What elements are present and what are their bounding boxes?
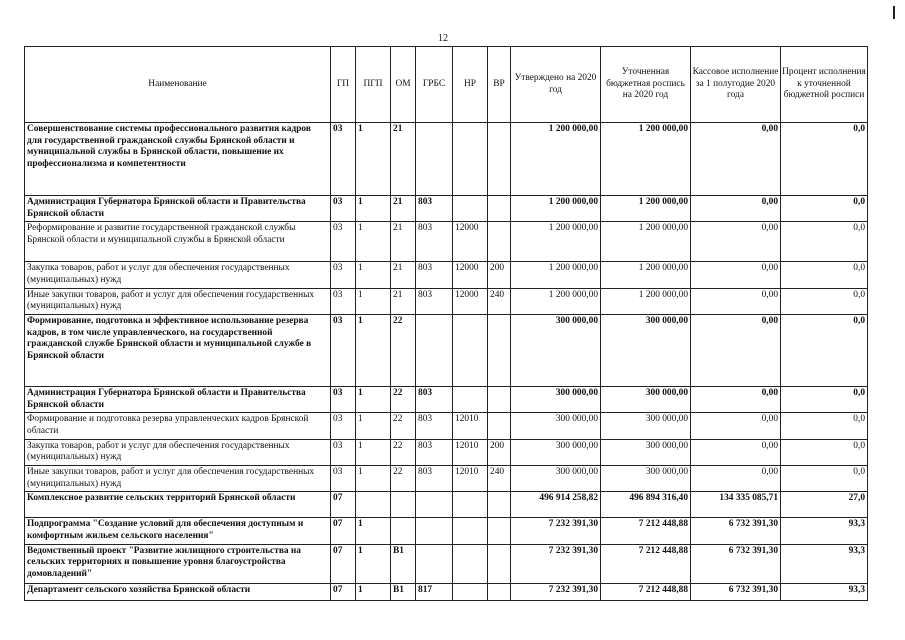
cell-name: Администрация Губернатора Брянской области и Правительства Брянской области [25,386,331,412]
cell-om [391,518,416,544]
cell-refined: 7 212 448,88 [601,518,691,544]
cell-cash: 0,00 [691,288,781,314]
cell-vr: 200 [488,262,511,288]
cell-pgp: 1 [356,544,391,583]
cell-vr: 240 [488,465,511,491]
cell-name: Закупка товаров, работ и услуг для обеспечения государственных (муниципальных) нужд [25,439,331,465]
cell-cash: 0,00 [691,314,781,386]
cell-pgp [356,492,391,518]
cell-refined: 1 200 000,00 [601,262,691,288]
cell-percent: 0,0 [781,123,868,196]
cell-grbs: 817 [416,583,453,600]
cell-cash: 0,00 [691,262,781,288]
cell-cash: 6 732 391,30 [691,518,781,544]
cell-np [453,123,488,196]
cell-percent: 0,0 [781,222,868,262]
cell-grbs: 803 [416,222,453,262]
cell-name: Комплексное развитие сельских территорий Брянской области [25,492,331,518]
table-row [25,314,868,386]
cell-grbs [416,518,453,544]
cell-vr [488,386,511,412]
cell-np [453,196,488,222]
cell-cash: 0,00 [691,465,781,491]
cell-gp: 07 [331,583,356,600]
cell-approved: 7 232 391,30 [511,544,601,583]
cell-gp: 03 [331,288,356,314]
table-row [25,544,868,583]
cell-pgp: 1 [356,583,391,600]
cell-approved: 300 000,00 [511,413,601,439]
cell-refined: 300 000,00 [601,413,691,439]
cell-grbs [416,492,453,518]
cell-gp: 03 [331,413,356,439]
cell-pgp: 1 [356,386,391,412]
scan-edge-mark [893,6,895,19]
header-np: НР [453,47,488,123]
header-pgp: ПГП [356,47,391,123]
table-row [25,413,868,439]
cell-gp: 03 [331,314,356,386]
header-percent: Процент исполнения к уточненной бюджетной росписи [781,47,868,123]
cell-name: Администрация Губернатора Брянской области и Правительства Брянской области [25,196,331,222]
cell-om: 21 [391,222,416,262]
cell-np [453,386,488,412]
cell-cash: 6 732 391,30 [691,583,781,600]
cell-pgp: 1 [356,222,391,262]
cell-percent: 0,0 [781,288,868,314]
cell-gp: 03 [331,262,356,288]
cell-grbs: 803 [416,262,453,288]
cell-np [453,492,488,518]
table-row [25,262,868,288]
cell-gp: 03 [331,196,356,222]
cell-pgp: 1 [356,288,391,314]
cell-cash: 0,00 [691,439,781,465]
cell-approved: 7 232 391,30 [511,518,601,544]
cell-np: 12000 [453,288,488,314]
cell-om [391,492,416,518]
cell-om: 21 [391,123,416,196]
cell-cash: 0,00 [691,413,781,439]
cell-vr [488,196,511,222]
cell-refined: 300 000,00 [601,465,691,491]
header-cash: Кассовое исполнение за 1 полугодие 2020 года [691,47,781,123]
cell-approved: 1 200 000,00 [511,288,601,314]
cell-vr [488,583,511,600]
cell-approved: 1 200 000,00 [511,196,601,222]
cell-np [453,583,488,600]
cell-vr [488,518,511,544]
cell-name: Иные закупки товаров, работ и услуг для обеспечения государственных (муниципальных) нужд [25,465,331,491]
cell-grbs: 803 [416,386,453,412]
cell-np: 12010 [453,439,488,465]
cell-pgp: 1 [356,196,391,222]
table-row [25,439,868,465]
cell-om: 21 [391,262,416,288]
cell-refined: 1 200 000,00 [601,222,691,262]
cell-cash: 0,00 [691,222,781,262]
table-row [25,288,868,314]
cell-np [453,314,488,386]
budget-execution-table [24,46,868,601]
cell-name: Департамент сельского хозяйства Брянской области [25,583,331,600]
cell-refined: 1 200 000,00 [601,123,691,196]
cell-vr [488,222,511,262]
cell-name: Совершенствование системы профессионального развития кадров для государственной гражданской службы Брянской области и муниципальной службы в Брянской области, повышение их профессионализма и компетентности [25,123,331,196]
cell-name: Реформирование и развитие государственной гражданской службы Брянской области и муниципальной службы в Брянской области [25,222,331,262]
cell-np: 12000 [453,262,488,288]
cell-vr: 240 [488,288,511,314]
cell-np: 12010 [453,465,488,491]
table-header-row [25,47,868,123]
cell-refined: 300 000,00 [601,314,691,386]
cell-percent: 0,0 [781,386,868,412]
cell-refined: 300 000,00 [601,386,691,412]
cell-percent: 0,0 [781,413,868,439]
cell-refined: 1 200 000,00 [601,196,691,222]
cell-refined: 7 212 448,88 [601,583,691,600]
cell-grbs: 803 [416,288,453,314]
cell-pgp: 1 [356,439,391,465]
page-number: 12 [438,33,448,44]
cell-om: 21 [391,196,416,222]
header-grbs: ГРБС [416,47,453,123]
cell-name: Формирование и подготовка резерва управленческих кадров Брянской области [25,413,331,439]
table-row [25,123,868,196]
cell-om: 22 [391,413,416,439]
cell-vr [488,492,511,518]
table-row [25,386,868,412]
table-row [25,492,868,518]
cell-pgp: 1 [356,518,391,544]
cell-om: 21 [391,288,416,314]
cell-om: 22 [391,439,416,465]
cell-approved: 1 200 000,00 [511,222,601,262]
header-name: Наименование [25,47,331,123]
cell-gp: 07 [331,544,356,583]
header-refined: Уточненная бюджетная роспись на 2020 год [601,47,691,123]
table-body [25,123,868,601]
header-approved: Утверждено на 2020 год [511,47,601,123]
cell-name: Формирование, подготовка и эффективное использование резерва кадров, в том числе управленческого, на государственной гражданской службе Брянской области и муниципальной службе в Брянской области [25,314,331,386]
cell-percent: 93,3 [781,544,868,583]
cell-percent: 93,3 [781,583,868,600]
cell-np: 12010 [453,413,488,439]
cell-om: 22 [391,465,416,491]
cell-grbs: 803 [416,439,453,465]
cell-grbs [416,544,453,583]
cell-gp: 03 [331,439,356,465]
cell-pgp: 1 [356,413,391,439]
cell-percent: 0,0 [781,439,868,465]
cell-gp: 03 [331,465,356,491]
cell-approved: 496 914 258,82 [511,492,601,518]
cell-approved: 1 200 000,00 [511,123,601,196]
cell-approved: 7 232 391,30 [511,583,601,600]
cell-refined: 300 000,00 [601,439,691,465]
cell-cash: 0,00 [691,123,781,196]
cell-cash: 6 732 391,30 [691,544,781,583]
cell-pgp: 1 [356,123,391,196]
cell-refined: 7 212 448,88 [601,544,691,583]
cell-grbs [416,314,453,386]
cell-cash: 0,00 [691,386,781,412]
cell-grbs: 803 [416,196,453,222]
cell-name: Иные закупки товаров, работ и услуг для обеспечения государственных (муниципальных) нужд [25,288,331,314]
cell-percent: 0,0 [781,314,868,386]
cell-np: 12000 [453,222,488,262]
cell-pgp: 1 [356,262,391,288]
cell-refined: 496 894 316,40 [601,492,691,518]
cell-percent: 93,3 [781,518,868,544]
cell-grbs: 803 [416,465,453,491]
cell-np [453,544,488,583]
table-row [25,465,868,491]
cell-grbs [416,123,453,196]
cell-om: 22 [391,386,416,412]
cell-vr [488,314,511,386]
cell-vr: 200 [488,439,511,465]
cell-vr [488,544,511,583]
cell-vr [488,123,511,196]
header-gp: ГП [331,47,356,123]
cell-name: Ведомственный проект "Развитие жилищного строительства на сельских территориях и повышение уровня благоустройства домовладений" [25,544,331,583]
table-row [25,196,868,222]
cell-gp: 07 [331,518,356,544]
cell-gp: 03 [331,123,356,196]
cell-percent: 0,0 [781,196,868,222]
cell-vr [488,413,511,439]
cell-cash: 0,00 [691,196,781,222]
cell-percent: 27,0 [781,492,868,518]
cell-np [453,518,488,544]
cell-refined: 1 200 000,00 [601,288,691,314]
cell-gp: 03 [331,222,356,262]
cell-approved: 1 200 000,00 [511,262,601,288]
cell-om: 22 [391,314,416,386]
cell-approved: 300 000,00 [511,439,601,465]
cell-name: Подпрограмма "Создание условий для обеспечения доступным и комфортным жильем сельского населения" [25,518,331,544]
cell-gp: 07 [331,492,356,518]
table-row [25,518,868,544]
cell-om: В1 [391,544,416,583]
table-row [25,583,868,600]
cell-grbs: 803 [416,413,453,439]
cell-cash: 134 335 085,71 [691,492,781,518]
cell-name: Закупка товаров, работ и услуг для обеспечения государственных (муниципальных) нужд [25,262,331,288]
cell-pgp: 1 [356,314,391,386]
cell-approved: 300 000,00 [511,386,601,412]
header-vr: ВР [488,47,511,123]
cell-gp: 03 [331,386,356,412]
cell-approved: 300 000,00 [511,314,601,386]
header-om: ОМ [391,47,416,123]
table-row [25,222,868,262]
cell-percent: 0,0 [781,465,868,491]
cell-pgp: 1 [356,465,391,491]
cell-percent: 0,0 [781,262,868,288]
cell-om: В1 [391,583,416,600]
cell-approved: 300 000,00 [511,465,601,491]
